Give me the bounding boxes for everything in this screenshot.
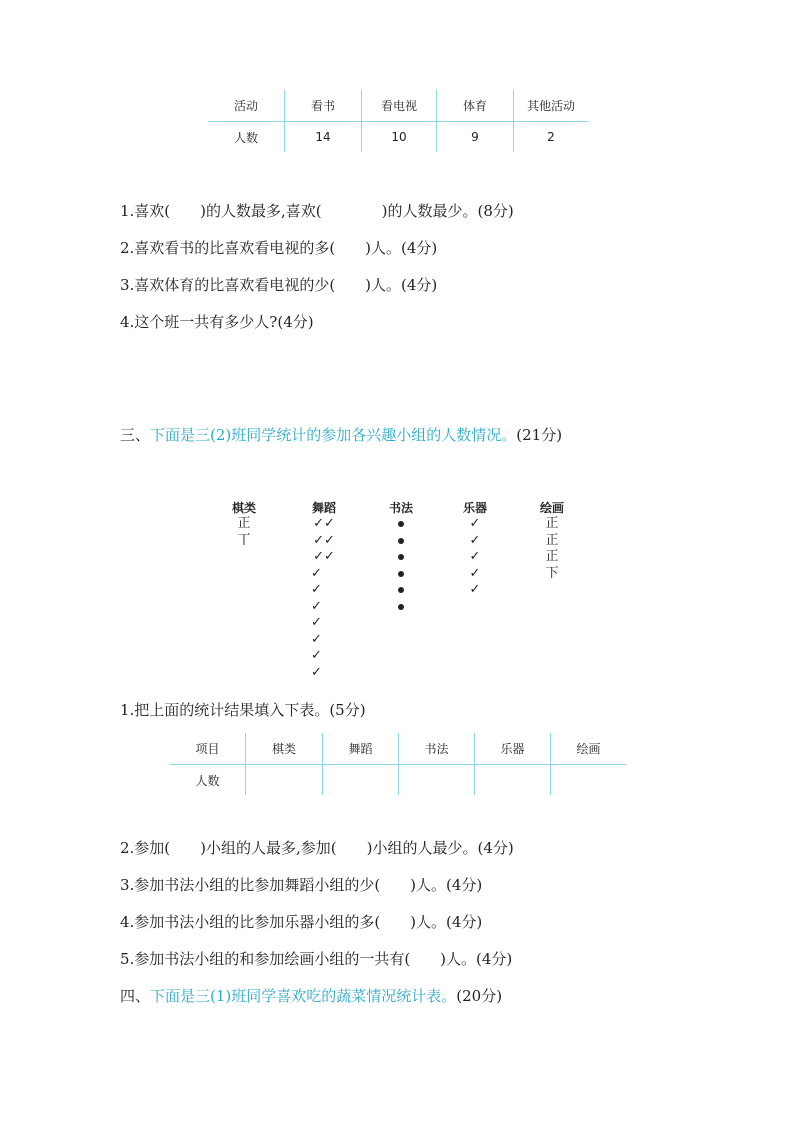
section-3-score: (21分) xyxy=(516,426,563,444)
dot-icon xyxy=(398,604,404,610)
tally-mark: 正 xyxy=(545,532,559,548)
table-header-cell: 看电视 xyxy=(362,90,437,122)
section-3-number: 三、 xyxy=(120,426,151,444)
table-header-cell: 体育 xyxy=(437,90,514,122)
question-3-3: 3.参加书法小组的比参加舞蹈小组的少( )人。(4分) xyxy=(120,876,483,894)
table-cell: 2 xyxy=(514,122,589,153)
tally-mark: ✓ xyxy=(311,582,322,597)
table-header-cell: 棋类 xyxy=(246,733,323,765)
table-header-cell: 舞蹈 xyxy=(323,733,399,765)
question-3-4: 4.参加书法小组的比参加乐器小组的多( )人。(4分) xyxy=(120,913,483,931)
table-cell: 人数 xyxy=(233,130,258,145)
question-3-2: 2.参加( )小组的人最多,参加( )小组的人最少。(4分) xyxy=(120,839,514,857)
tally-column-painting xyxy=(530,500,574,582)
table-header-cell: 活动 xyxy=(208,90,285,122)
dot-icon xyxy=(398,538,404,544)
tally-mark: 正 xyxy=(237,516,251,531)
tally-dot xyxy=(379,566,423,583)
tally-label: 书法 xyxy=(388,501,413,515)
tally-mark: ✓✓ xyxy=(313,516,335,531)
question-2-2: 2.喜欢看书的比喜欢看电视的多( )人。(4分) xyxy=(120,239,438,257)
tally-mark: 正 xyxy=(545,549,559,564)
tally-label: 乐器 xyxy=(462,501,487,515)
question-3-5: 5.参加书法小组的和参加绘画小组的一共有( )人。(4分) xyxy=(120,950,513,968)
tally-mark: ✓ xyxy=(469,582,481,597)
tally-label: 绘画 xyxy=(539,501,564,515)
tally-dot xyxy=(379,533,423,550)
table-header-cell: 绘画 xyxy=(551,733,627,765)
dot-icon xyxy=(398,571,404,577)
tally-mark: ✓✓ xyxy=(313,532,335,548)
tally-mark: ✓ xyxy=(311,615,322,630)
tally-label: 棋类 xyxy=(231,501,256,515)
tally-column-music xyxy=(453,500,497,599)
dot-icon xyxy=(398,554,404,560)
table-cell: 人数 xyxy=(195,773,220,788)
tally-mark: ✓ xyxy=(469,516,481,531)
tally-mark: 下 xyxy=(545,565,559,581)
tally-dot xyxy=(379,599,423,616)
section-4-heading xyxy=(120,985,502,1006)
answer-cell-chess[interactable] xyxy=(246,765,323,796)
section-4-number: 四、 xyxy=(120,987,151,1005)
tally-mark: ✓ xyxy=(311,598,322,614)
tally-dot xyxy=(379,516,423,533)
tally-column-dance xyxy=(302,500,346,681)
answer-cell-music[interactable] xyxy=(475,765,551,796)
table-header-cell: 项目 xyxy=(170,733,246,765)
tally-mark: ✓ xyxy=(311,664,322,680)
table-header-cell: 看书 xyxy=(285,90,362,122)
activity-table xyxy=(208,90,588,152)
tally-mark: ✓ xyxy=(469,549,481,564)
tally-mark: 丅 xyxy=(237,532,251,548)
tally-column-calligraphy xyxy=(379,500,423,615)
table-header-cell: 其他活动 xyxy=(514,90,589,122)
tally-mark: ✓ xyxy=(311,565,322,581)
tally-mark: 正 xyxy=(545,516,559,531)
tally-mark: ✓ xyxy=(311,648,322,663)
tally-mark: ✓ xyxy=(469,532,481,548)
answer-cell-calligraphy[interactable] xyxy=(399,765,475,796)
question-3-1: 1.把上面的统计结果填入下表。(5分) xyxy=(120,701,366,719)
tally-label: 舞蹈 xyxy=(311,501,336,515)
tally-mark: ✓ xyxy=(469,565,481,581)
question-2-1: 1.喜欢( )的人数最多,喜欢( )的人数最少。(8分) xyxy=(120,202,514,220)
question-2-4: 4.这个班一共有多少人?(4分) xyxy=(120,313,314,331)
tally-mark: ✓ xyxy=(311,631,322,647)
tally-dot xyxy=(379,549,423,566)
table-header-cell: 书法 xyxy=(399,733,475,765)
dot-icon xyxy=(398,521,404,527)
answer-cell-painting[interactable] xyxy=(551,765,627,796)
answer-cell-dance[interactable] xyxy=(323,765,399,796)
question-2-3: 3.喜欢体育的比喜欢看电视的少( )人。(4分) xyxy=(120,276,438,294)
dot-icon xyxy=(398,587,404,593)
interest-group-table xyxy=(170,733,626,795)
section-4-title: 下面是三(1)班同学喜欢吃的蔬菜情况统计表。 xyxy=(150,987,457,1005)
table-header-cell: 乐器 xyxy=(475,733,551,765)
table-cell: 10 xyxy=(362,122,437,153)
section-3-heading xyxy=(120,424,562,445)
tally-column-chess xyxy=(222,500,266,549)
table-cell: 14 xyxy=(285,122,362,153)
tally-mark: ✓✓ xyxy=(313,549,335,564)
section-3-title: 下面是三(2)班同学统计的参加各兴趣小组的人数情况。 xyxy=(150,426,517,444)
tally-dot xyxy=(379,582,423,599)
section-4-score: (20分) xyxy=(456,987,503,1005)
table-cell: 9 xyxy=(437,122,514,153)
